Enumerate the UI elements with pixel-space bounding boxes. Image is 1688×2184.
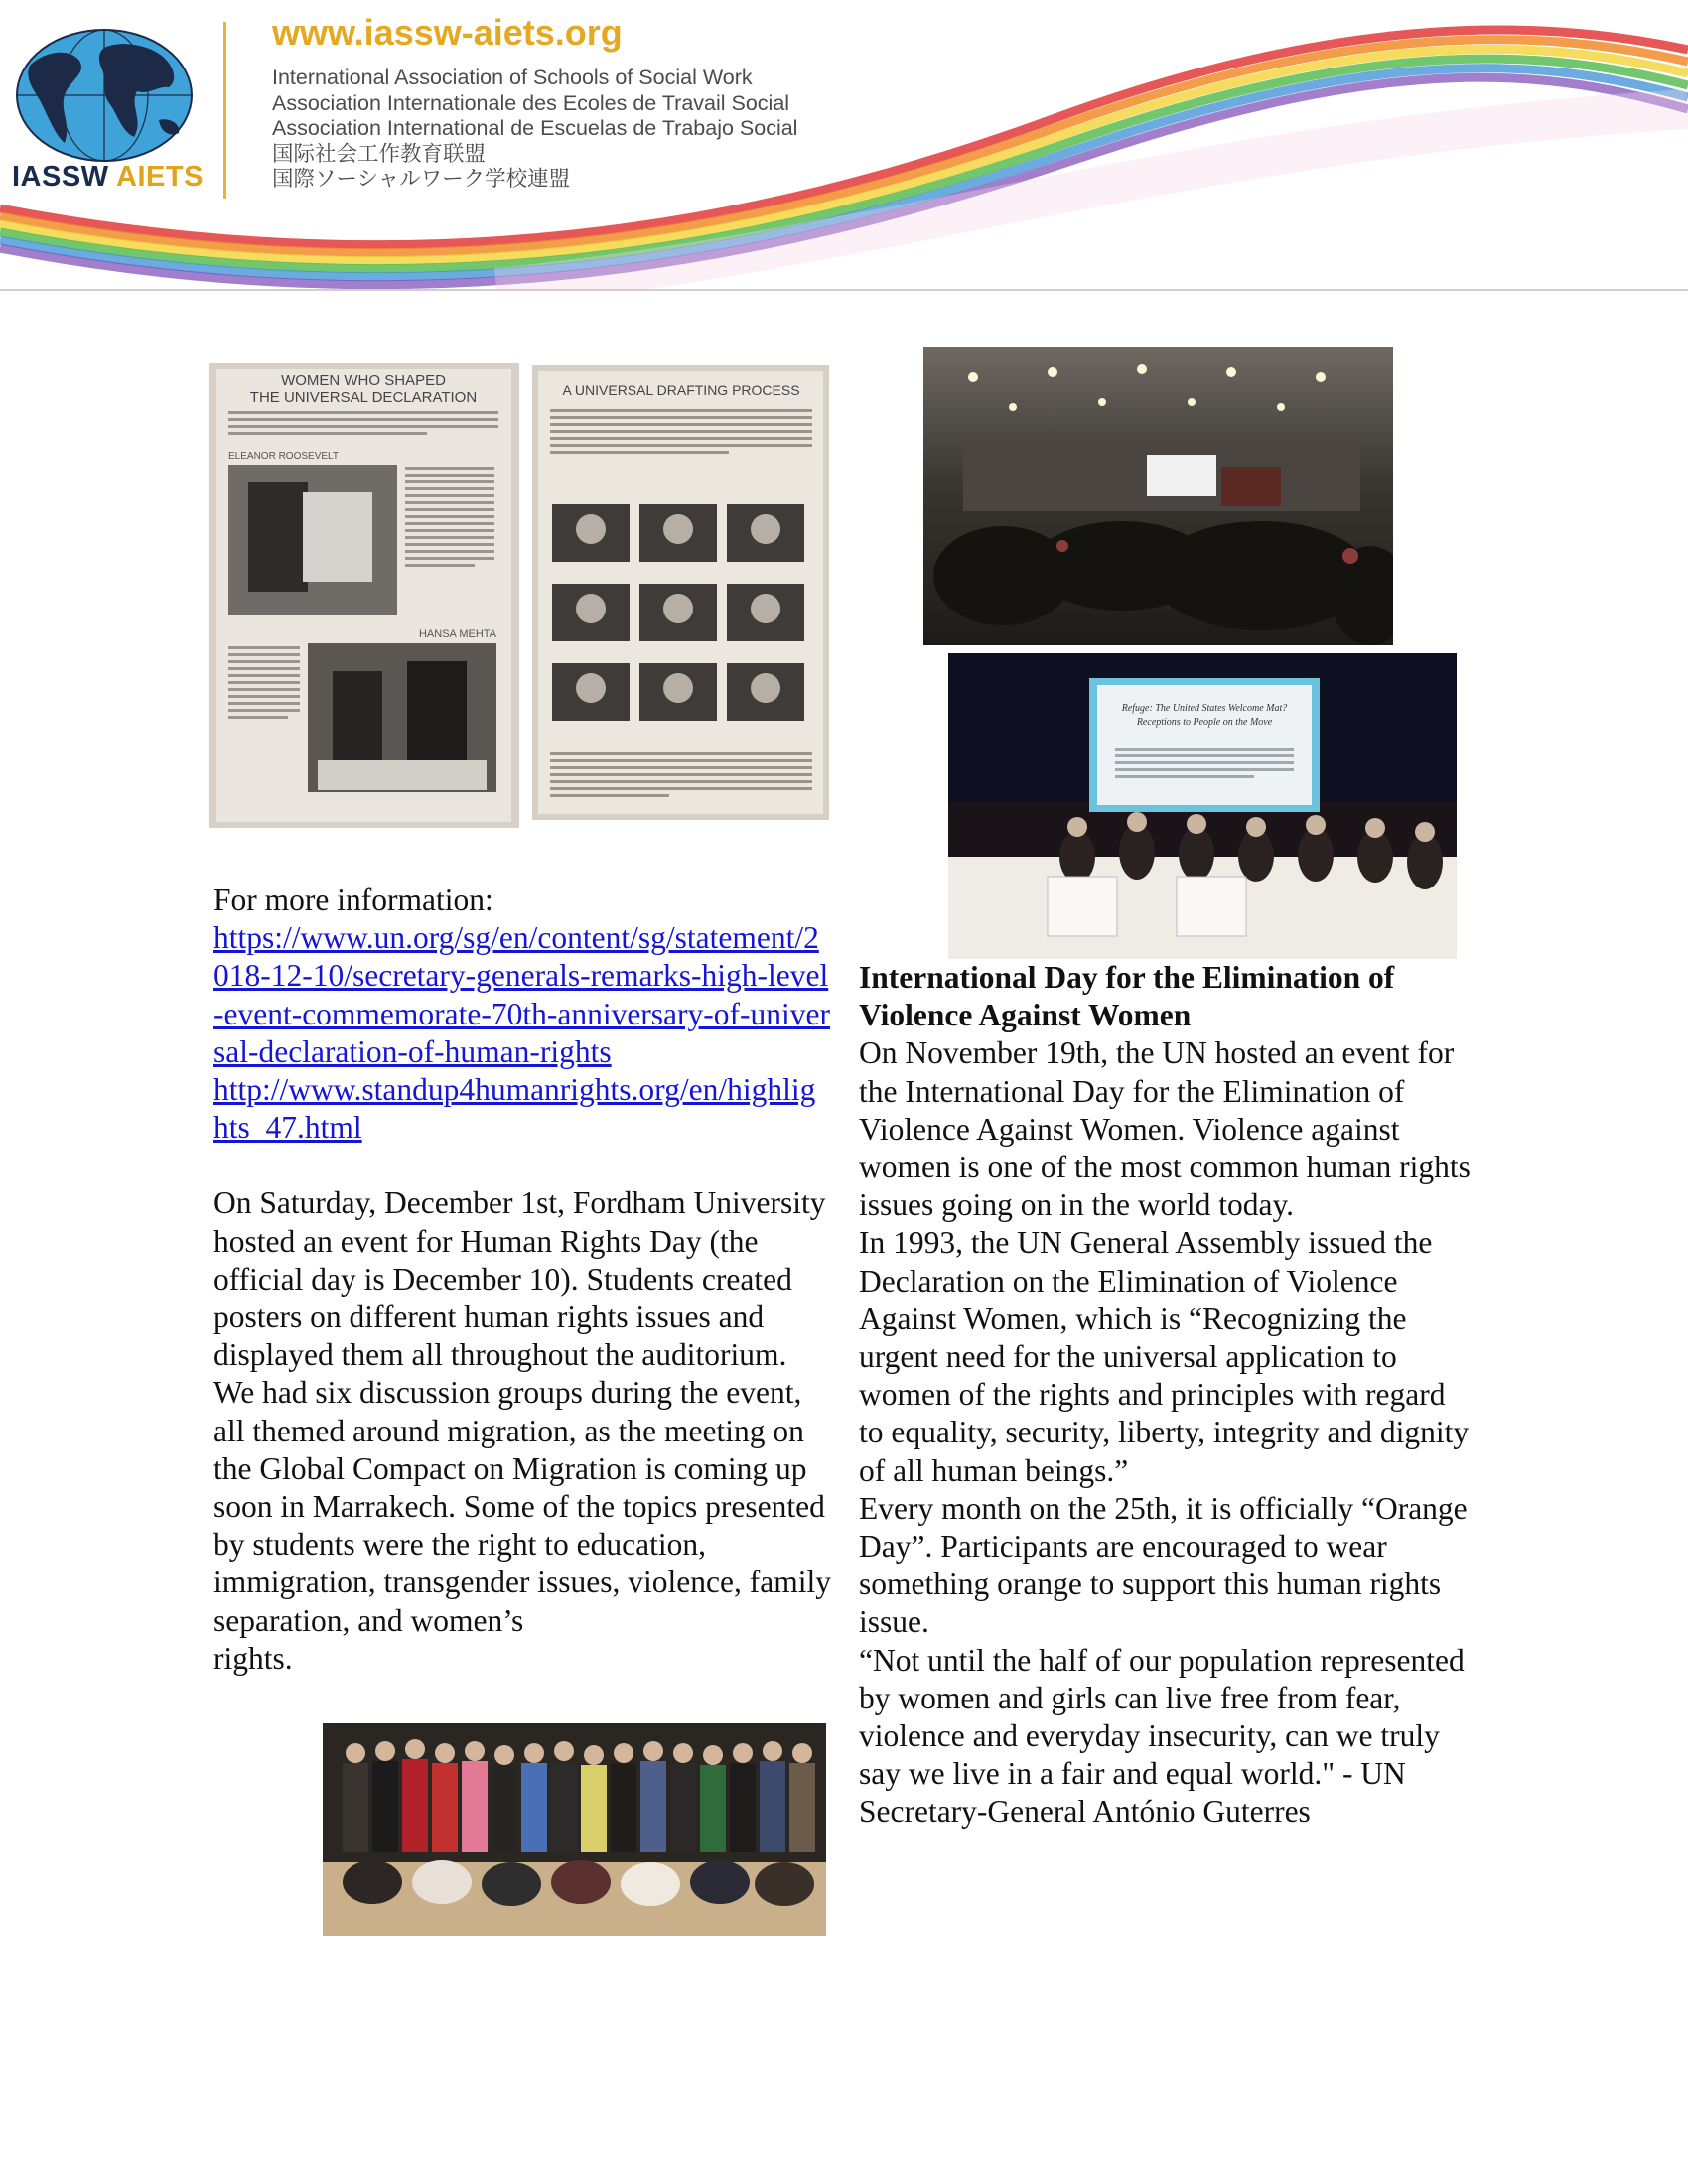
rainbow-swoosh [0, 0, 1688, 290]
paragraph-declaration: In 1993, the UN General Assembly issued the Declaration on the Elimination of Violence Against Women, which is “Recognizing the urgent need for the universal application to women of the rights and principles with regard to equality, security, liberty, integrity and dignity of all human beings.” [859, 1225, 1470, 1488]
photo-group [323, 1723, 826, 1936]
org-name-ja: 国際ソーシャルワーク学校連盟 [272, 167, 571, 191]
right-column [859, 959, 1475, 1832]
paragraph-orange-day: Every month on the 25th, it is officially “Orange Day”. Participants are encouraged to wear something orange to support this human rights issue. [859, 1490, 1468, 1640]
site-url[interactable]: www.iassw-aiets.org [272, 12, 623, 53]
photo-poster-drafting [532, 365, 829, 820]
spacer [213, 1147, 831, 1184]
info-label: For more information: [213, 883, 493, 917]
poster-name2: HANSA MEHTA [418, 628, 496, 640]
poster-title-line1: WOMEN WHO SHAPED [281, 372, 446, 389]
paragraph-un-event: On November 19th, the UN hosted an event for the International Day for the Elimination of Violence Against Women. Violence against women is one of the most common human rights issues going on in the world today. [859, 1035, 1471, 1223]
globe-logo-icon [10, 26, 199, 165]
photo-panel-event [948, 653, 1457, 959]
section-heading: International Day for the Elimination of Violence Against Women [859, 960, 1395, 1033]
poster-name1: ELEANOR ROOSEVELT [228, 451, 339, 462]
poster-title-line2: THE UNIVERSAL DECLARATION [249, 389, 478, 406]
letterhead [0, 0, 1688, 290]
header-rule [0, 289, 1688, 291]
link-standup4humanrights[interactable]: http://www.standup4humanrights.org/en/highlights_47.html [213, 1072, 816, 1146]
org-name-fr: Association Internationale des Ecoles de Travail Social [272, 90, 790, 115]
link-un-statement[interactable]: https://www.un.org/sg/en/content/sg/statement/2018-12-10/secretary-generals-remarks-high-level-event-commemorate-70th-anniversary-of-universal-declaration-of-human-rights [213, 920, 830, 1069]
photo-poster-women [209, 363, 519, 828]
org-name-es: Association International de Escuelas de Trabajo Social [272, 116, 798, 140]
paragraph-quote: “Not until the half of our population represented by women and girls can live free from fear, violence and everyday insecurity, can we truly say we live in a fair and equal world." - UN Secretary-General António Guterres [859, 1642, 1465, 1830]
photo-auditorium [923, 347, 1393, 645]
fordham-paragraph-end: rights. [213, 1640, 293, 1676]
slide-line1: Refuge: The United States Welcome Mat? [1121, 703, 1288, 714]
fordham-paragraph: On Saturday, December 1st, Fordham University hosted an event for Human Rights Day (the official day is December 10). Students created posters on different human rights issues and displayed them all throughout the auditorium. We had six discussion groups during the event, all themed around migration, as the meeting on the Global Compact on Migration is coming up soon in Marrakech. Some of the topics presented by students were the right to education, immigration, transgender issues, violence, family separation, and women’s [213, 1185, 831, 1638]
slide-line2: Receptions to People on the Move [1136, 717, 1273, 728]
left-column [213, 882, 831, 1678]
poster-title: A UNIVERSAL DRAFTING PROCESS [562, 382, 800, 398]
header-divider [223, 22, 226, 199]
organization-names [272, 66, 797, 193]
logo-wordmark: IASSW AIETS [12, 161, 204, 193]
org-name-en: International Association of Schools of Social Work [272, 66, 753, 89]
org-name-zh: 国际社会工作教育联盟 [272, 141, 487, 166]
